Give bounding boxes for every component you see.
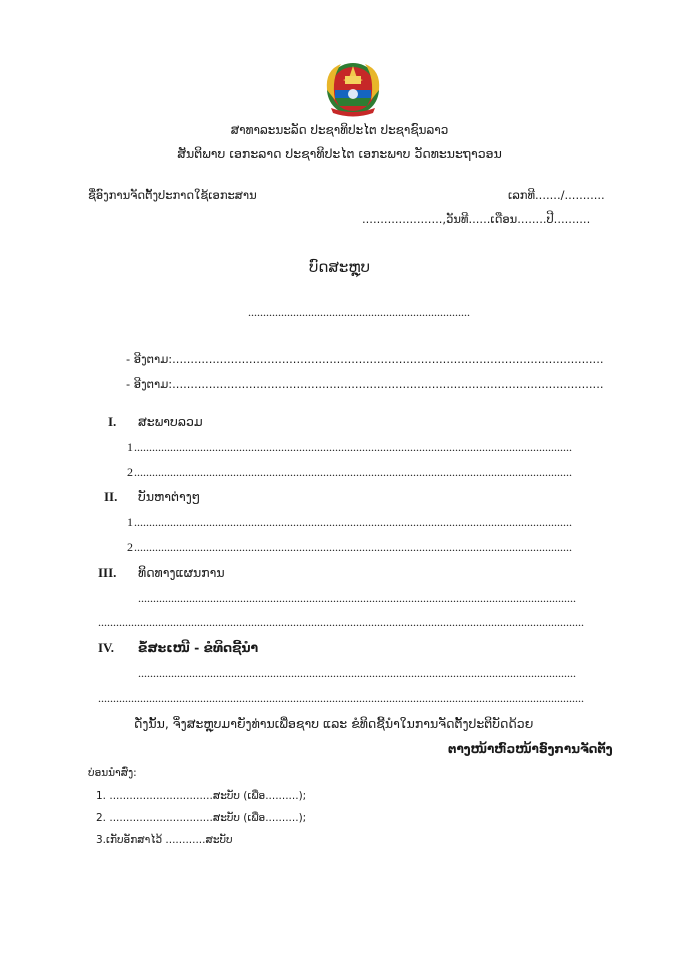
fill-line: .................................................................................................................................................................. (98, 691, 584, 705)
line-number: 1 (127, 440, 133, 454)
lao-national-emblem (321, 60, 385, 118)
reference-line: - ອີງຕາມ:...................................................................................................................... (126, 352, 604, 366)
section-numeral: III. (98, 565, 117, 580)
line-number: 2 (127, 540, 133, 554)
closing-statement: ດັ່ງນັ້ນ, ຈິ່ງສະຫຼຸບມາຍັງທ່ານເພື່ອຊາບ ແລະ ຂໍທິດຊີ້ນຳໃນການຈັດຕັ້ງປະຕິບັດດ້ວຍ (134, 716, 534, 731)
fill-line: .................................................................................................................................................. (138, 666, 576, 680)
fill-line: .................................................................................................................................................. (138, 591, 576, 605)
section-title: ທິດທາງແຜນການ (138, 565, 225, 580)
distribution-item: 3.ເກັບອັກສາໄວ້ ............ສະບັບ (96, 834, 233, 846)
republic-name: ສາທາລະນະລັດ ປະຊາທິປະໄຕ ປະຊາຊົນລາວ (230, 123, 449, 137)
distribution-item: 2. ...............................ສະບັບ (ເພື່ອ..........); (96, 812, 307, 824)
org-name-label: ຊື່ອົງການຈັດຕັ້ງປະກາດໃຊ້ເອກະສານ (88, 188, 257, 202)
national-motto: ສັນຕິພາບ ເອກະລາດ ປະຊາທິປະໄຕ ເອກະພາບ ວັດທະນະຖາວອນ (177, 146, 502, 161)
section-title: ຂໍ້ສະເໜີ - ຂໍທິດຊີ້ນຳ (138, 640, 259, 655)
distribution-item: 1. ...............................ສະບັບ (ເພື່ອ..........); (96, 790, 307, 802)
document-number: ເລກທີ......./........... (508, 188, 605, 202)
line-number: 1 (127, 515, 133, 529)
title-subject-line: .......................................................................... (248, 305, 470, 319)
distribution-label: ບ່ອນນຳສົ່ງ: (88, 767, 137, 779)
fill-line: .................................................................................................................................................. (134, 515, 572, 529)
fill-line: .................................................................................................................................................. (134, 465, 572, 479)
reference-line: - ອີງຕາມ:...................................................................................................................... (126, 377, 604, 391)
fill-line: .................................................................................................................................................................. (98, 615, 584, 629)
section-numeral: II. (104, 489, 118, 504)
line-number: 2 (127, 465, 133, 479)
section-numeral: IV. (98, 640, 115, 655)
document-date: ......................,ວັນທີ......ເດືອນ........ປີ.......... (362, 212, 591, 226)
fill-line: .................................................................................................................................................. (134, 440, 572, 454)
document-title: ບົດສະຫຼຸບ (308, 258, 371, 276)
section-title: ບັນຫາຕ່າງໆ (138, 489, 201, 504)
signature-title: ຕາງໜ້າຫົວໜ້າອົງການຈັດຕັ້ງ (448, 742, 613, 756)
section-numeral: I. (108, 414, 117, 429)
section-title: ສະພາບລວມ (138, 414, 203, 429)
fill-line: .................................................................................................................................................. (134, 540, 572, 554)
